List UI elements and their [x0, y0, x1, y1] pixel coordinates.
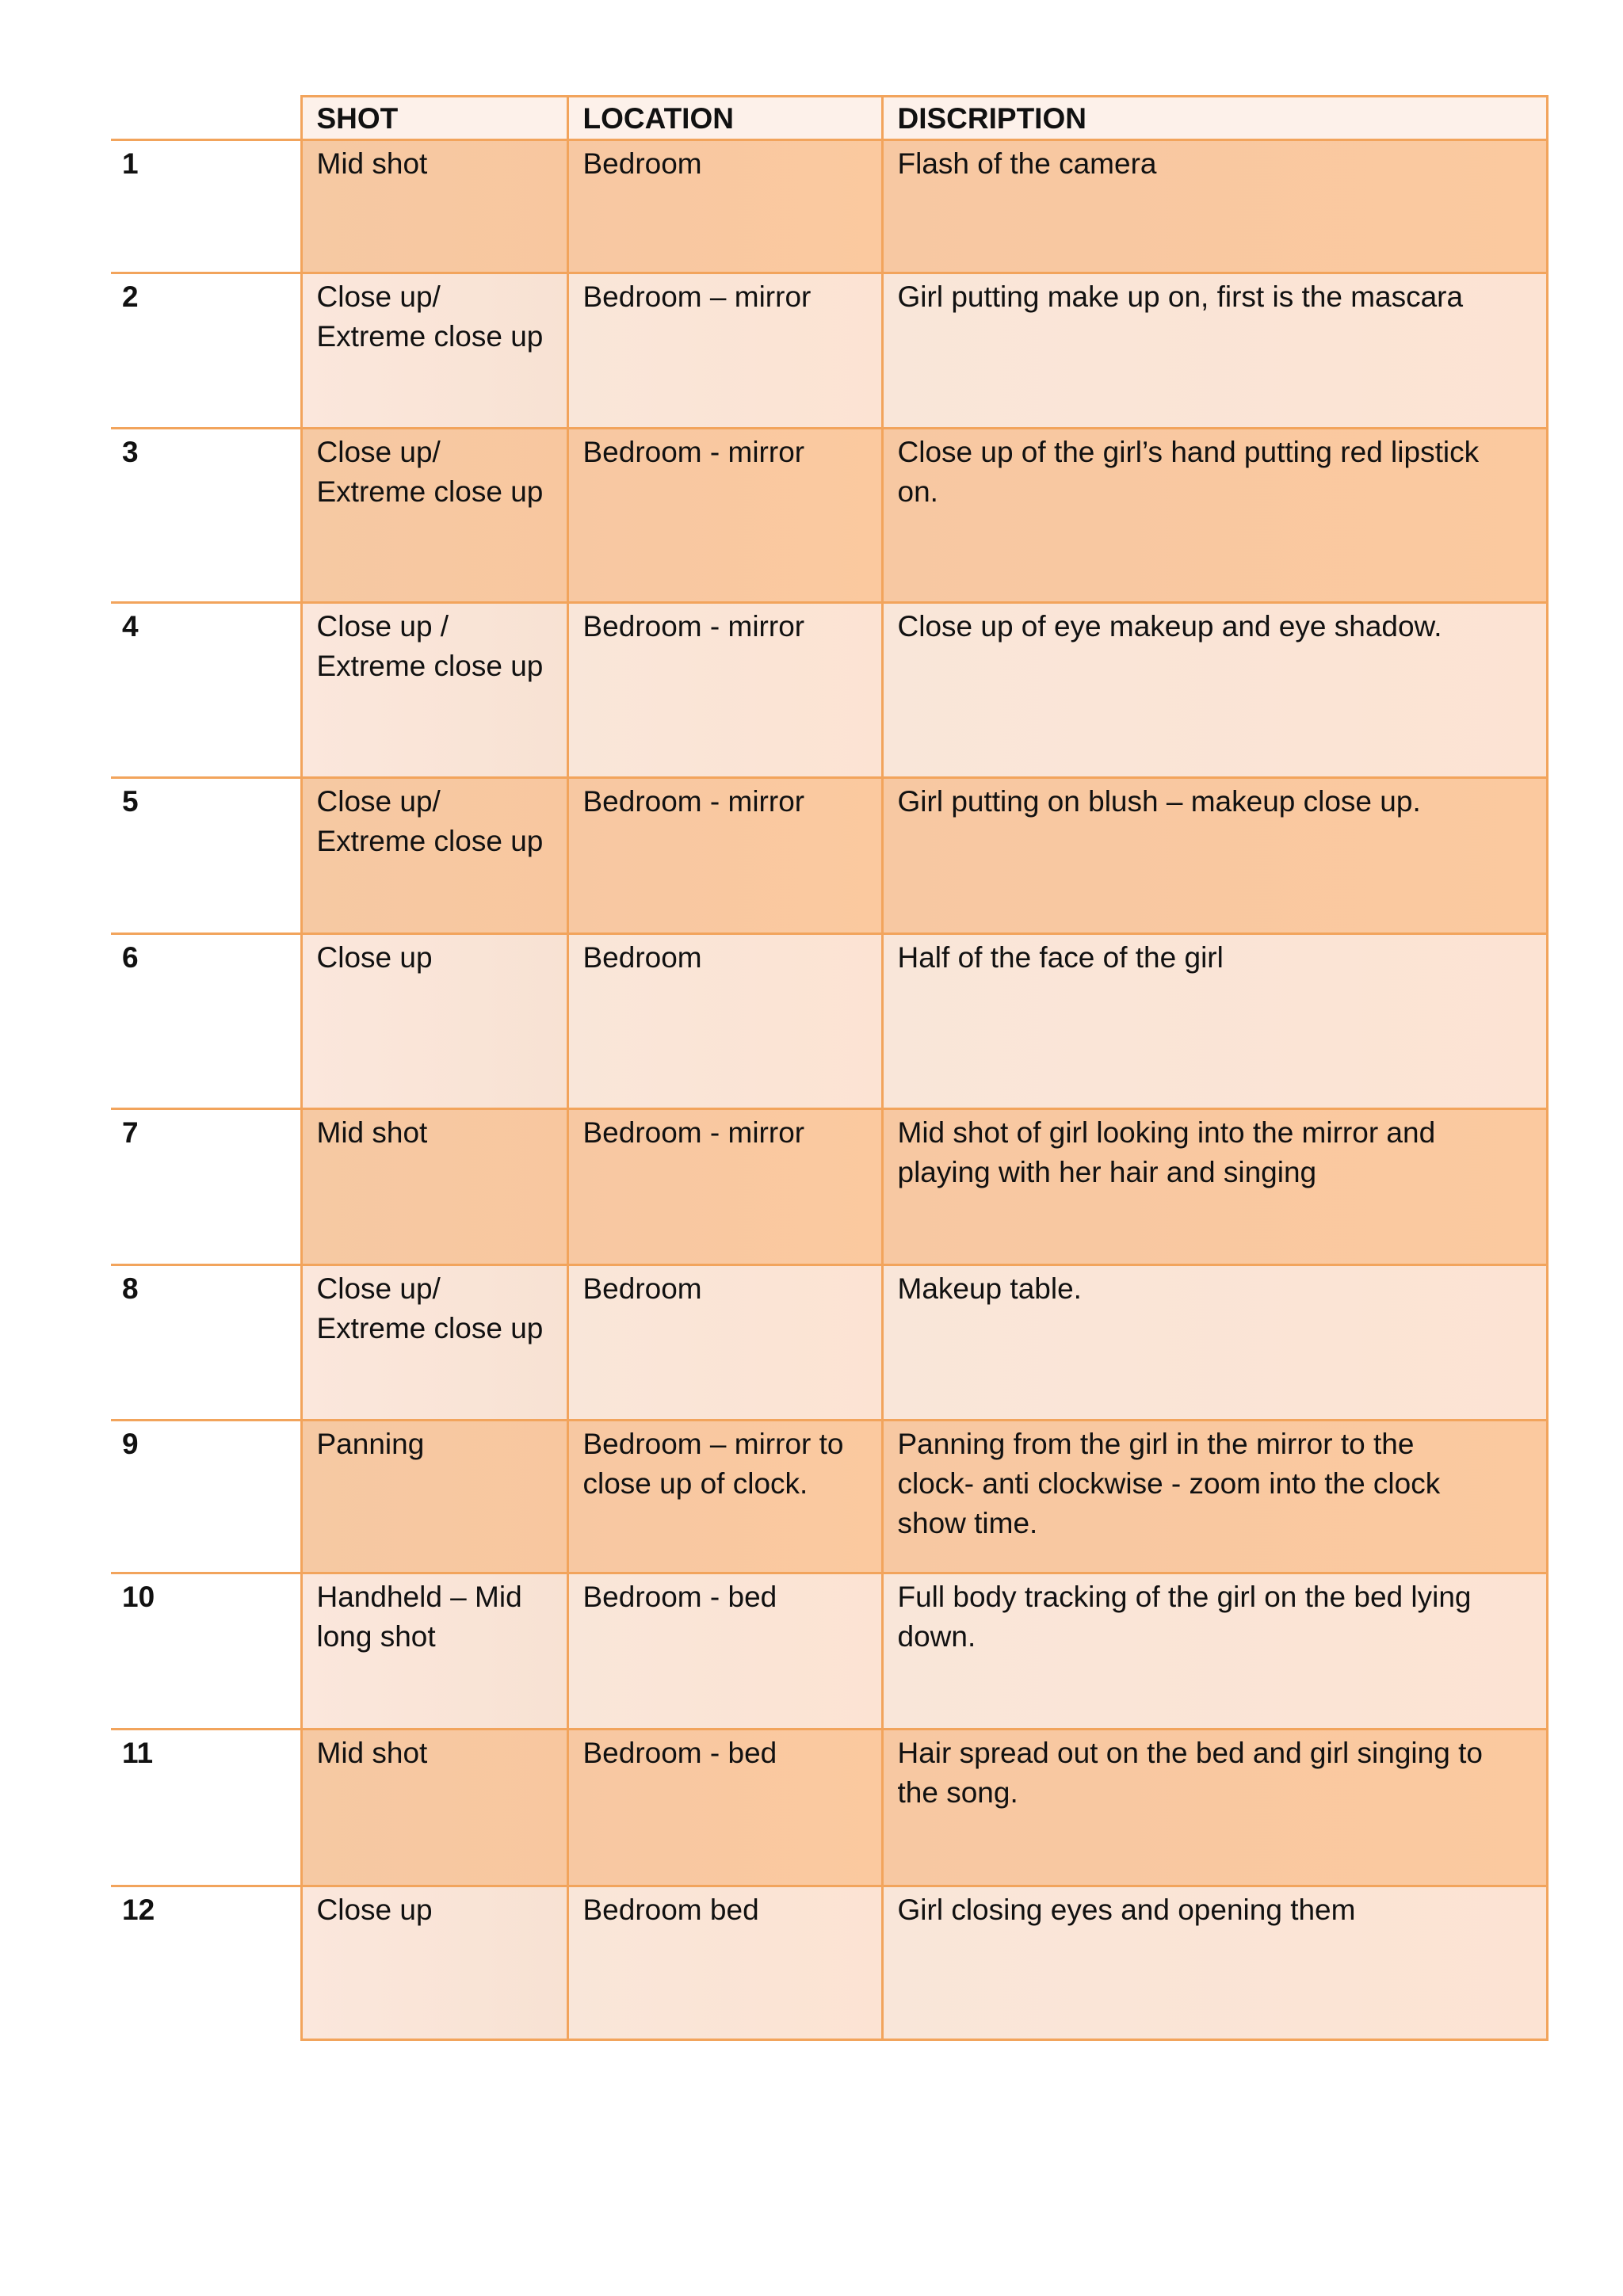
shot-cell: Close up / Extreme close up [301, 603, 567, 778]
location-cell: Bedroom - bed [567, 1730, 882, 1886]
location-cell: Bedroom [567, 140, 882, 273]
shot-cell: Panning [301, 1421, 567, 1573]
row-number: 3 [111, 429, 301, 603]
table-row [111, 778, 1547, 934]
shot-cell: Close up/ Extreme close up [301, 273, 567, 429]
table-row [111, 603, 1547, 778]
header-shot: SHOT [301, 97, 567, 140]
shot-cell: Close up [301, 1886, 567, 2040]
description-cell: Close up of eye makeup and eye shadow. [882, 603, 1547, 778]
table-row [111, 1265, 1547, 1421]
header-description: DISCRIPTION [882, 97, 1547, 140]
table-row [111, 1421, 1547, 1573]
description-cell: Girl putting make up on, first is the mascara [882, 273, 1547, 429]
location-cell: Bedroom [567, 1265, 882, 1421]
row-number: 1 [111, 140, 301, 273]
location-cell: Bedroom - mirror [567, 429, 882, 603]
description-cell: Close up of the girl’s hand putting red lipstick on. [882, 429, 1547, 603]
row-number: 8 [111, 1265, 301, 1421]
location-cell: Bedroom - bed [567, 1573, 882, 1730]
table-row [111, 1730, 1547, 1886]
description-cell: Hair spread out on the bed and girl singing to the song. [882, 1730, 1547, 1886]
description-cell: Girl putting on blush – makeup close up. [882, 778, 1547, 934]
row-number: 12 [111, 1886, 301, 2040]
table-row [111, 1109, 1547, 1265]
table-row [111, 140, 1547, 273]
description-cell: Makeup table. [882, 1265, 1547, 1421]
description-cell: Flash of the camera [882, 140, 1547, 273]
shot-cell: Close up/ Extreme close up [301, 778, 567, 934]
location-cell: Bedroom - mirror [567, 778, 882, 934]
shot-cell: Close up [301, 934, 567, 1109]
shot-cell: Close up/ Extreme close up [301, 429, 567, 603]
shot-cell: Mid shot [301, 1730, 567, 1886]
header-row [111, 97, 1547, 140]
location-cell: Bedroom bed [567, 1886, 882, 2040]
description-cell: Half of the face of the girl [882, 934, 1547, 1109]
location-cell: Bedroom – mirror to close up of clock. [567, 1421, 882, 1573]
table-row [111, 429, 1547, 603]
row-number: 11 [111, 1730, 301, 1886]
description-cell: Girl closing eyes and opening them [882, 1886, 1547, 2040]
table-row [111, 1886, 1547, 2040]
row-number: 2 [111, 273, 301, 429]
location-cell: Bedroom [567, 934, 882, 1109]
row-number: 5 [111, 778, 301, 934]
shot-cell: Mid shot [301, 140, 567, 273]
header-location: LOCATION [567, 97, 882, 140]
location-cell: Bedroom - mirror [567, 1109, 882, 1265]
shot-cell: Mid shot [301, 1109, 567, 1265]
description-cell: Panning from the girl in the mirror to the clock- anti clockwise - zoom into the clock show time. [882, 1421, 1547, 1573]
table-row [111, 934, 1547, 1109]
shot-list-table [111, 95, 1549, 2041]
description-cell: Mid shot of girl looking into the mirror and playing with her hair and singing [882, 1109, 1547, 1265]
shot-cell: Close up/ Extreme close up [301, 1265, 567, 1421]
row-number: 7 [111, 1109, 301, 1265]
location-cell: Bedroom - mirror [567, 603, 882, 778]
description-cell: Full body tracking of the girl on the bed lying down. [882, 1573, 1547, 1730]
row-number: 6 [111, 934, 301, 1109]
table-row [111, 1573, 1547, 1730]
row-number: 4 [111, 603, 301, 778]
shot-cell: Handheld – Mid long shot [301, 1573, 567, 1730]
table-row [111, 273, 1547, 429]
header-number [111, 97, 301, 140]
row-number: 9 [111, 1421, 301, 1573]
location-cell: Bedroom – mirror [567, 273, 882, 429]
row-number: 10 [111, 1573, 301, 1730]
